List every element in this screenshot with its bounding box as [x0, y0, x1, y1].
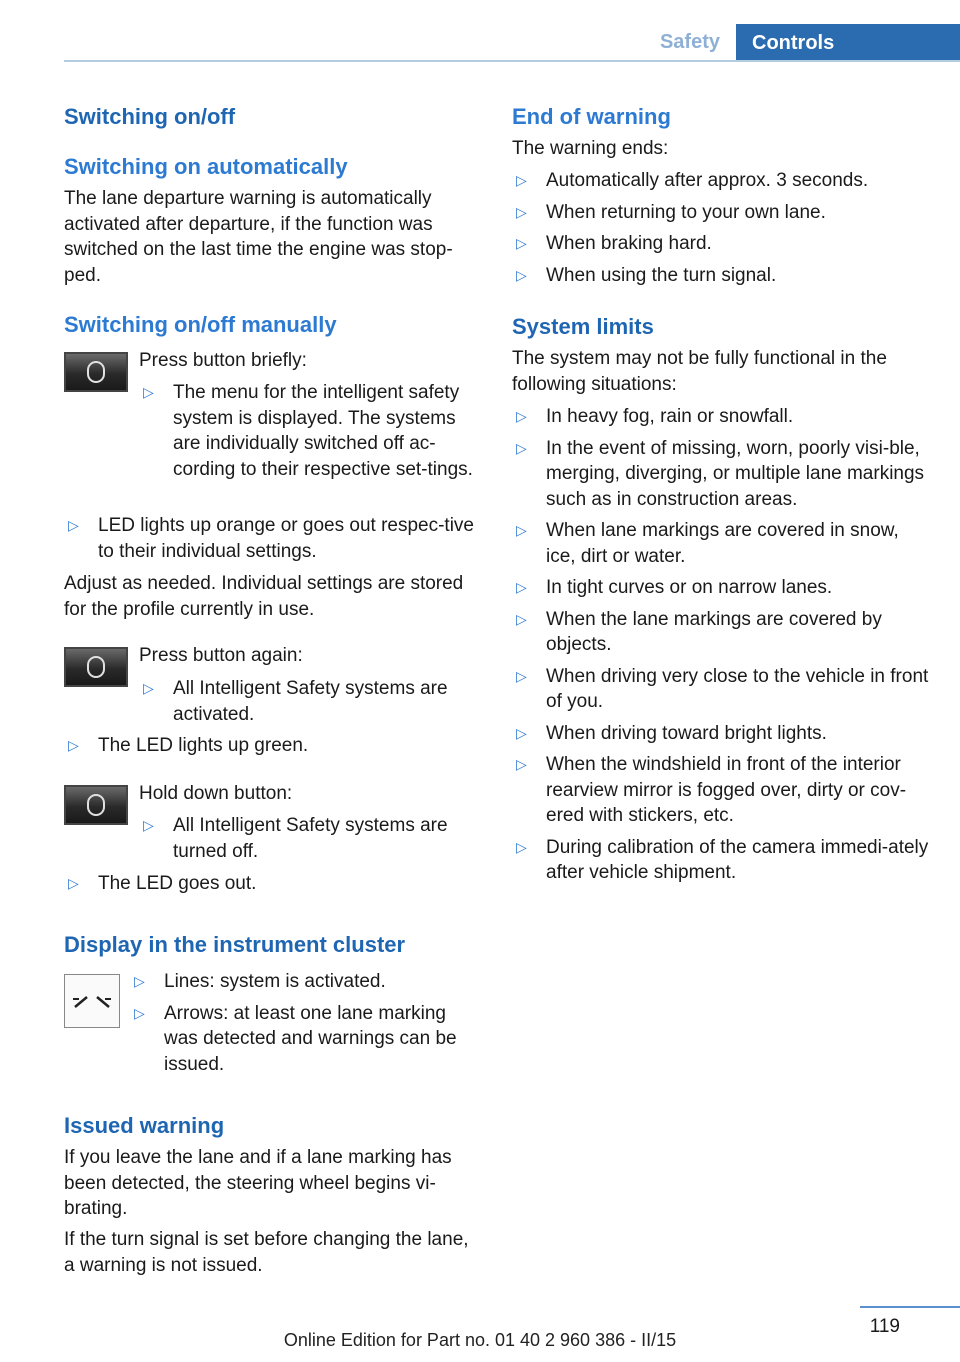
bullet-icon: ▷ [516, 439, 527, 456]
list-item: ▷ All Intelligent Safety systems are turned off. [143, 815, 448, 862]
list-item: ▷ When driving toward bright lights. [512, 721, 932, 747]
list-item: ▷ In heavy fog, rain or snowfall. [512, 404, 932, 430]
list-item: ▷ When using the turn signal. [512, 263, 932, 289]
bullet-icon: ▷ [68, 517, 79, 533]
list-item: ▷ Lines: system is activated. [130, 969, 480, 995]
bullet-icon: ▷ [143, 817, 154, 833]
bullet-icon: ▷ [134, 1004, 145, 1021]
press-again-list [139, 676, 479, 733]
header-tab-controls: Controls [736, 24, 960, 62]
heading-switching-manual: Switching on/off manually [64, 312, 337, 337]
bullet-icon: ▷ [68, 737, 79, 753]
press-again-text: Press button again: [139, 645, 303, 666]
heading-issued-warning: Issued warning [64, 1113, 225, 1138]
header-tab-safety: Safety [659, 30, 720, 53]
page-number: 119 [869, 1316, 900, 1337]
list-item: ▷ The LED goes out. [64, 871, 484, 897]
hold-down-text: Hold down button: [139, 783, 293, 804]
limits-intro: The system may not be fully functional in the following situations: [512, 348, 887, 395]
heading-system-limits: System limits [512, 314, 654, 339]
list-item: ▷ The LED lights up green. [64, 733, 484, 759]
bullet-icon: ▷ [516, 610, 527, 627]
page-number-rule [860, 1306, 960, 1308]
intelligent-safety-button-icon [64, 785, 128, 825]
bullet-icon: ▷ [68, 875, 79, 891]
bullet-icon: ▷ [516, 579, 527, 595]
list-item: ▷ The menu for the intelligent safety system is displayed. The systems are individually switched off ac‐cording to their respective set‐tings. [143, 382, 473, 480]
bullet-icon: ▷ [516, 756, 527, 772]
display-list [130, 969, 480, 1083]
intelligent-safety-button-icon [64, 352, 128, 392]
bullet-icon: ▷ [516, 266, 527, 283]
list-item: ▷ Arrows: at least one lane marking was detected and warnings can be issued. [134, 1002, 457, 1075]
list-item: ▷ During calibration of the camera immedi‐ately after vehicle shipment. [516, 836, 929, 883]
system-limits-list [512, 404, 932, 892]
heading-display: Display in the instrument cluster [64, 932, 406, 957]
lane-marking-display-icon [64, 974, 120, 1028]
heading-end-of-warning: End of warning [512, 104, 671, 129]
header-rule [64, 60, 960, 62]
led-list-1 [64, 513, 484, 570]
bullet-icon: ▷ [516, 667, 527, 684]
heading-switching-auto: Switching on automatically [64, 154, 348, 179]
paragraph-adjust: Adjust as needed. Individual settings are stored for the profile currently in use. [64, 573, 464, 620]
end-intro: The warning ends: [512, 138, 669, 159]
end-of-warning-list [512, 168, 932, 294]
bullet-icon: ▷ [516, 203, 527, 220]
bullet-icon: ▷ [516, 522, 527, 538]
list-item: ▷ When driving very close to the vehicle in front of you. [516, 665, 929, 712]
bullet-icon: ▷ [516, 408, 527, 424]
list-item: ▷ When returning to your own lane. [512, 200, 932, 226]
bullet-icon: ▷ [516, 838, 527, 855]
led-list-3 [64, 871, 484, 903]
list-item: ▷ When the lane markings are covered by objects. [516, 608, 882, 655]
intelligent-safety-button-icon [64, 647, 128, 687]
bullet-icon: ▷ [516, 235, 527, 251]
bullet-icon: ▷ [134, 973, 145, 989]
bullet-icon: ▷ [516, 172, 527, 188]
bullet-icon: ▷ [143, 384, 154, 400]
heading-switching: Switching on/off [64, 104, 236, 129]
edition-footer: Online Edition for Part no. 01 40 2 960 386 - II/15 [283, 1330, 677, 1350]
list-item: ▷ Automatically after approx. 3 seconds. [512, 168, 932, 194]
press-briefly-list [139, 380, 479, 488]
list-item: ▷ When lane markings are covered in snow, ice, dirt or water. [516, 520, 899, 567]
list-item: ▷ In tight curves or on narrow lanes. [512, 575, 932, 601]
list-item: ▷ When braking hard. [512, 231, 932, 257]
paragraph-issued-2: If the turn signal is set before changing the lane, a warning is not issued. [64, 1229, 469, 1276]
paragraph-auto: The lane departure warning is automatically activated after departure, if the function was switched on the last time the engine was stop‐ped. [64, 188, 453, 286]
press-briefly-text: Press button briefly: [139, 350, 307, 371]
bullet-icon: ▷ [143, 680, 154, 696]
bullet-icon: ▷ [516, 724, 527, 741]
list-item: ▷ All Intelligent Safety systems are activated. [143, 678, 448, 725]
paragraph-issued-1: If you leave the lane and if a lane marking has been detected, the steering wheel begins vi‐brating. [64, 1147, 452, 1219]
list-item: ▷ In the event of missing, worn, poorly visi‐ble, merging, diverging, or multiple lane markings such as in construction areas. [516, 437, 925, 510]
led-list-2 [64, 733, 484, 765]
hold-down-list [139, 813, 479, 870]
list-item: ▷ LED lights up orange or goes out respec‐tive to their individual settings. [68, 515, 474, 562]
list-item: ▷ When the windshield in front of the interior rearview mirror is fogged over, dirty or cov‐ered with stickers, etc. [516, 754, 907, 826]
